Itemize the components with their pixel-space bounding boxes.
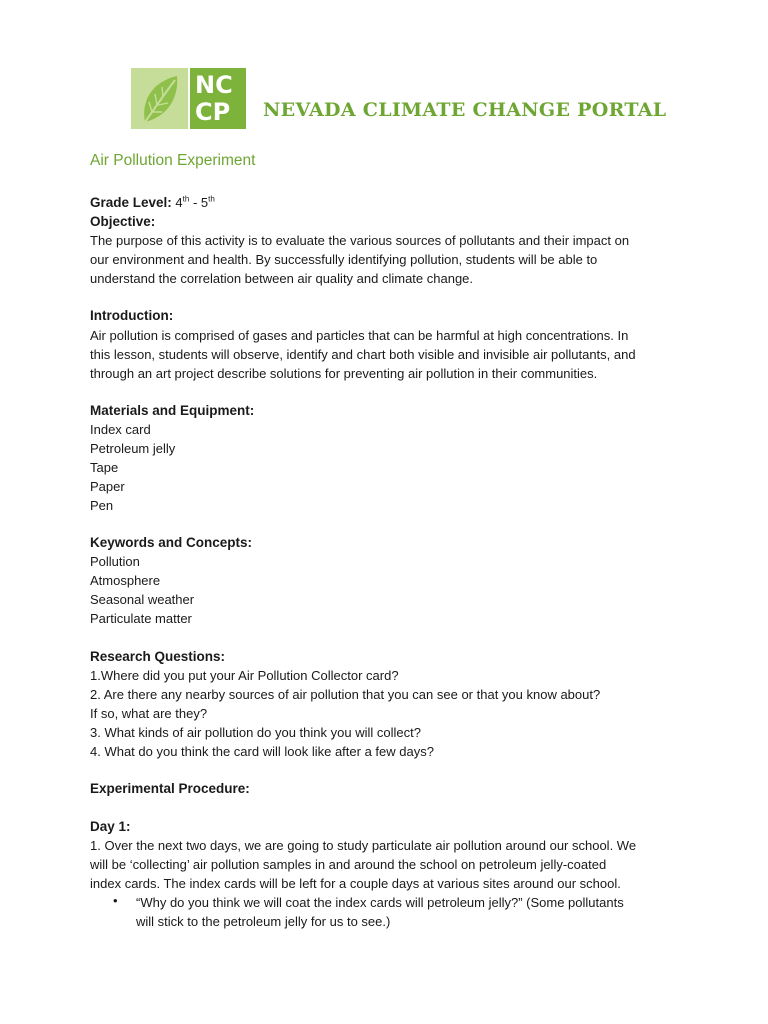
portal-title: NEVADA CLIMATE CHANGE PORTAL <box>263 99 667 121</box>
list-item: Particulate matter <box>90 611 192 626</box>
list-item: Atmosphere <box>90 573 161 588</box>
nccp-letters <box>190 68 246 129</box>
day1-line: 1. Over the next two days, we are going to study particulate air pollution around our school. We <box>90 838 637 853</box>
introduction-heading: Introduction: <box>90 308 174 323</box>
grade-sep: - <box>189 195 201 210</box>
research-list <box>90 666 710 761</box>
list-item: Seasonal weather <box>90 592 195 607</box>
intro-line: Air pollution is comprised of gases and particles that can be harmful at high concentrations. In <box>90 328 629 343</box>
grade-level-line <box>90 193 215 212</box>
objective-heading: Objective: <box>90 214 156 229</box>
bullet-icon: • <box>113 893 118 908</box>
logo-line2: CP <box>195 98 231 126</box>
materials-list <box>90 420 175 515</box>
intro-line: through an art project describe solutions for preventing air pollution in their communities. <box>90 366 598 381</box>
list-item: Pen <box>90 498 114 513</box>
list-item: Pollution <box>90 554 140 569</box>
objective-line: understand the correlation between air quality and climate change. <box>90 271 474 286</box>
day1-line: will be ‘collecting’ air pollution samples in and around the school on petroleum jelly-coated <box>90 857 607 872</box>
list-item: 3. What kinds of air pollution do you think you will collect? <box>90 725 421 740</box>
grade-to-sup: th <box>208 194 215 204</box>
bullet-line: will stick to the petroleum jelly for us to see.) <box>136 914 391 929</box>
grade-level-label: Grade Level: <box>90 195 172 210</box>
materials-heading: Materials and Equipment: <box>90 403 255 418</box>
logo-line1: NC <box>195 71 233 99</box>
day1-paragraph <box>90 836 710 893</box>
keywords-list <box>90 552 194 628</box>
bullet-line: “Why do you think we will coat the index cards will petroleum jelly?” (Some pollutants <box>136 895 624 910</box>
grade-from: 4 <box>175 195 183 210</box>
list-item: 4. What do you think the card will look like after a few days? <box>90 744 434 759</box>
objective-paragraph <box>90 231 710 288</box>
list-item: Tape <box>90 460 119 475</box>
procedure-heading: Experimental Procedure: <box>90 781 250 796</box>
objective-line: our environment and health. By successfully identifying pollution, students will be able to <box>90 252 598 267</box>
list-item: 2. Are there any nearby sources of air pollution that you can see or that you know about? <box>90 687 601 702</box>
intro-line: this lesson, students will observe, identify and chart both visible and invisible air pollutants, and <box>90 347 636 362</box>
grade-to: 5 <box>200 195 209 210</box>
introduction-paragraph <box>90 326 710 383</box>
grade-from-sup: th <box>182 194 190 204</box>
list-item: Index card <box>90 422 151 437</box>
leaf-icon <box>131 68 188 129</box>
list-item: 1.Where did you put your Air Pollution Collector card? <box>90 668 399 683</box>
day1-line: index cards. The index cards will be left for a couple days at various sites around our school. <box>90 876 621 891</box>
keywords-heading: Keywords and Concepts: <box>90 535 253 550</box>
list-item: Petroleum jelly <box>90 441 176 456</box>
nccp-logo <box>131 68 246 129</box>
bullet-text <box>136 893 696 931</box>
document-title: Air Pollution Experiment <box>90 152 256 169</box>
day1-heading: Day 1: <box>90 819 131 834</box>
objective-line: The purpose of this activity is to evaluate the various sources of pollutants and their impact on <box>90 233 630 248</box>
research-heading: Research Questions: <box>90 649 226 664</box>
list-item: Paper <box>90 479 125 494</box>
list-item: If so, what are they? <box>90 706 208 721</box>
